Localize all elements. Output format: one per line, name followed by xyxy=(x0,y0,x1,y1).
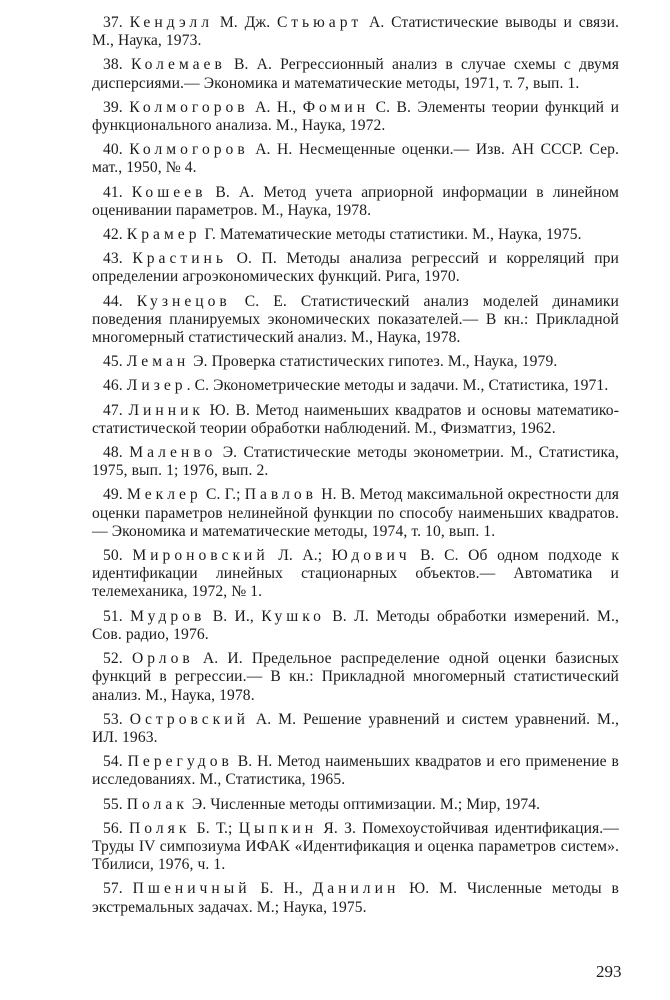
author-name: Колмогоров xyxy=(129,98,249,116)
author-name: Поляк xyxy=(129,819,191,837)
reference-item: 46. Лизер. С. Эконометрические методы и задачи. М., Статистика, 1971. xyxy=(103,377,609,395)
author-name: Орлов xyxy=(131,650,194,668)
reference-item: 55. Полак Э. Численные методы оптимизации. М.; Мир, 1974. xyxy=(103,795,541,813)
author-name: Колмогоров xyxy=(129,141,249,159)
author-name: Кендэлл xyxy=(129,14,213,31)
reference-item: 45. Леман Э. Проверка статистических гипотез. М., Наука, 1979. xyxy=(103,353,558,371)
author-name: Цыпкин xyxy=(238,819,318,837)
reference-item: 53. Островский А. М. Решение уравнений и систем уравнений. М., ИЛ. 1963. xyxy=(92,710,620,746)
reference-item: 38. Колемаев В. А. Регрессионный анализ в случае схемы с двумя дисперсиями.— Экономика и математические методы, 1971, т. 7, вып. 1. xyxy=(92,56,619,92)
author-name: Лизер xyxy=(126,377,187,395)
reference-item: 44. Кузнецов С. Е. Статистический анализ моделей динамики поведения планируемых экономических показателей.— В кн.: Прикладной многомерный статистический анализ. М., Наука, 1978. xyxy=(92,292,620,347)
reference-item: 49. Меклер С. Г.; Павлов Н. В. Метод максимальной окрестности для оценки параметров нелинейной функции по способу наименьших квадратов.— Экономика и математические методы, 1974, т. 10, вып. 1. xyxy=(92,486,619,540)
reference-item: 50. Мироновский Л. А.; Юдович В. С. Об одном подходе к идентификации линейных стационарных объектов.— Автоматика и телемеханика, 1972, № 1. xyxy=(92,547,619,601)
author-name: Крастинь xyxy=(132,250,228,268)
author-name: Маленво xyxy=(129,444,217,462)
reference-item: 57. Пшеничный Б. Н., Данилин Ю. М. Численные методы в экстремальных задачах. М.; Наука, 1975. xyxy=(92,880,620,916)
reference-item: 48. Маленво Э. Статистические методы эконометрии. М., Статистика, 1975, вып. 1; 1976, вып. 2. xyxy=(92,444,620,480)
reference-item: 39. Колмогоров А. Н., Фомин С. В. Элементы теории функций и функционального анализа. М., Наука, 1972. xyxy=(92,98,620,135)
author-name: Кошеев xyxy=(131,183,207,201)
author-name: Крамер xyxy=(126,226,201,244)
reference-item: 52. Орлов А. И. Предельное распределение одной оценки базисных функций в регрессии.— В кн.: Прикладной многомерный статистический анализ. М., Наука, 1978. xyxy=(92,650,619,704)
reference-item: 56. Поляк Б. Т.; Цыпкин Я. З. Помехоустойчивая идентификация.— Труды IV симпозиума ИФАК «Идентификация и оценка параметров систем». Тбилиси, 1976, ч. 1. xyxy=(92,819,619,874)
reference-item: 54. Перегудов В. Н. Метод наименьших квадратов и его применение в исследованиях. М., Статистика, 1965. xyxy=(92,753,620,789)
reference-item: 43. Крастинь О. П. Методы анализа регрессий и корреляций при определении агроэкономических функций. Рига, 1970. xyxy=(92,250,619,286)
author-name: Меклер xyxy=(127,486,202,504)
author-name: Стьюарт xyxy=(277,14,363,31)
author-name: Кузнецов xyxy=(136,292,231,310)
reference-item: 51. Мудров В. И., Кушко В. Л. Методы обработки измерений. М., Сов. радио, 1976. xyxy=(92,607,620,643)
page-number: 293 xyxy=(596,962,622,981)
author-name: Колемаев xyxy=(130,56,226,74)
author-name: Мироновский xyxy=(132,547,269,565)
author-name: Перегудов xyxy=(127,753,233,771)
author-name: Леман xyxy=(126,353,190,371)
author-name: Мудров xyxy=(130,607,206,625)
author-name: Фомин xyxy=(302,98,370,116)
reference-item: 40. Колмогоров А. Н. Несмещенные оценки.— Изв. АН СССР. Сер. мат., 1950, № 4. xyxy=(92,141,620,177)
author-name: Линник xyxy=(128,401,205,419)
author-name: Юдович xyxy=(331,547,411,565)
author-name: Кушко xyxy=(261,607,325,625)
author-name: Данилин xyxy=(312,880,400,898)
author-name: Островский xyxy=(129,710,249,728)
author-name: Пшеничный xyxy=(132,880,251,898)
author-name: Полак xyxy=(126,795,188,813)
reference-item: 37. Кендэлл М. Дж. Стьюарт А. Статистические выводы и связи. М., Наука, 1973. xyxy=(92,14,620,50)
author-name: Павлов xyxy=(244,486,318,504)
reference-item: 47. Линник Ю. В. Метод наименьших квадратов и основы математико-статистической теории обработки наблюдений. М., Физматгиз, 1962. xyxy=(92,401,619,437)
reference-list xyxy=(92,14,619,923)
reference-item: 42. Крамер Г. Математические методы статистики. М., Наука, 1975. xyxy=(103,226,582,244)
reference-item: 41. Кошеев В. А. Метод учета априорной информации в линейном оценивании параметров. М., Наука, 1978. xyxy=(92,183,619,219)
